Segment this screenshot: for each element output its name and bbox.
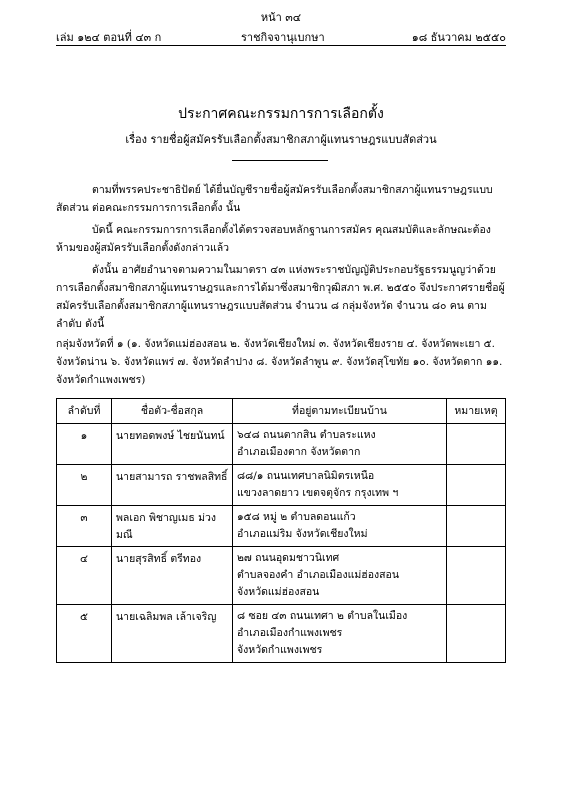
row-name: นายเฉลิมพล เล้าเจริญ [112,605,233,663]
header-divider [56,45,506,46]
volume-issue: เล่ม ๑๒๔ ตอนที่ ๔๓ ก [56,31,162,44]
address-line: ๘ ซอย ๔๓ ถนนเทศา ๒ ตำบลในเมือง [237,610,408,622]
row-order: ๒ [57,465,112,506]
col-order: ลำดับที่ [57,399,112,424]
paragraph-3: ดังนั้น อาศัยอำนาจตามความในมาตรา ๔๓ แห่งพระราชบัญญัติประกอบรัฐธรรมนูญว่าด้วยการเลือกตั้งสมาชิกสภาผู้แทนราษฎรและการได้มาซึ่งสมาชิกวุฒิสภา พ.ศ. ๒๕๕๐ จึงประกาศรายชื่อผู้สมัครรับเลือกตั้งสมาชิกสภาผู้แทนราษฎรแบบสัดส่วน จำนวน ๘ กลุ่มจังหวัด จำนวน ๘๐ คน ตามลำดับ ดังนี้ [56,264,505,330]
table-row [57,465,506,506]
row-name: พลเอก พิชาญเมธ ม่วงมณี [112,506,233,547]
page-number: หน้า ๓๔ [260,11,302,24]
address-line: ๑๕๘ หมู่ ๒ ตำบลดอนแก้ว [237,511,356,523]
row-order: ๓ [57,506,112,547]
gazette-name: ราชกิจจานุเบกษา [241,31,325,44]
province-group: กลุ่มจังหวัดที่ ๑ (๑. จังหวัดแม่ฮ่องสอน ๒. จังหวัดเชียงใหม่ ๓. จังหวัดเชียงราย ๔. จังหวัดพะเยา ๕. จังหวัดน่าน ๖. จังหวัดแพร่ ๗. จังหวัดลำปาง ๘. จังหวัดลำพูน ๙. จังหวัดสุโขทัย ๑๐. จังหวัดตาก ๑๑. จังหวัดกำแพงเพชร) [56,338,503,386]
address-line: อำเภอเมืองกำแพงเพชร [237,627,343,639]
row-note [447,547,506,605]
col-address: ที่อยู่ตามทะเบียนบ้าน [233,399,447,424]
table-row [57,547,506,605]
col-name: ชื่อตัว-ชื่อสกุล [112,399,233,424]
row-name: นายทอดพงษ์ ไชยนันทน์ [112,424,233,465]
publication-date: ๑๘ ธันวาคม ๒๕๕๐ [411,31,506,44]
row-note [447,506,506,547]
address-line: ๒๗ ถนนอุดมชาวนิเทศ [237,552,340,564]
address-line: ๘๘/๑ ถนนเทศบาลนิมิตรเหนือ [237,470,375,482]
row-order: ๔ [57,547,112,605]
row-address [233,465,447,506]
row-note [447,424,506,465]
candidate-table [56,398,506,663]
row-order: ๑ [57,424,112,465]
table-header-row [57,399,506,424]
row-address [233,506,447,547]
table-row [57,506,506,547]
address-line: จังหวัดกำแพงเพชร [237,644,323,656]
row-address [233,424,447,465]
address-line: อำเภอเมืองตาก จังหวัดตาก [237,446,361,458]
paragraph-2: บัดนี้ คณะกรรมการการเลือกตั้งได้ตรวจสอบหลักฐานการสมัคร คุณสมบัติและลักษณะต้องห้ามของผู้สมัครรับเลือกตั้งดังกล่าวแล้ว [56,224,491,254]
table-row [57,424,506,465]
address-line: แขวงลาดยาว เขตจตุจักร กรุงเทพ ฯ [237,487,399,499]
address-line: อำเภอแม่ริม จังหวัดเชียงใหม่ [237,528,368,540]
title-rule [232,160,328,161]
table-row [57,605,506,663]
address-line: ๖๔๘ ถนนตากสิน ตำบลระแหง [237,429,376,441]
row-note [447,465,506,506]
paragraph-1: ตามที่พรรคประชาธิปัตย์ ได้ยื่นบัญชีรายชื่อผู้สมัครรับเลือกตั้งสมาชิกสภาผู้แทนราษฎรแบบสัดส่วน ต่อคณะกรรมการการเลือกตั้ง นั้น [56,184,493,214]
row-note [447,605,506,663]
address-line: จังหวัดแม่ฮ่องสอน [237,586,320,598]
announcement-subject: เรื่อง รายชื่อผู้สมัครรับเลือกตั้งสมาชิกสภาผู้แทนราษฎรแบบสัดส่วน [125,133,437,146]
row-order: ๕ [57,605,112,663]
row-address [233,605,447,663]
address-line: ตำบลจองคำ อำเภอเมืองแม่ฮ่องสอน [237,569,400,581]
col-note: หมายเหตุ [447,399,506,424]
row-name: นายสามารถ ราชพลสิทธิ์ [112,465,233,506]
row-name: นายสุรสิทธิ์ ตรีทอง [112,547,233,605]
announcement-title: ประกาศคณะกรรมการการเลือกตั้ง [178,106,384,122]
row-address [233,547,447,605]
